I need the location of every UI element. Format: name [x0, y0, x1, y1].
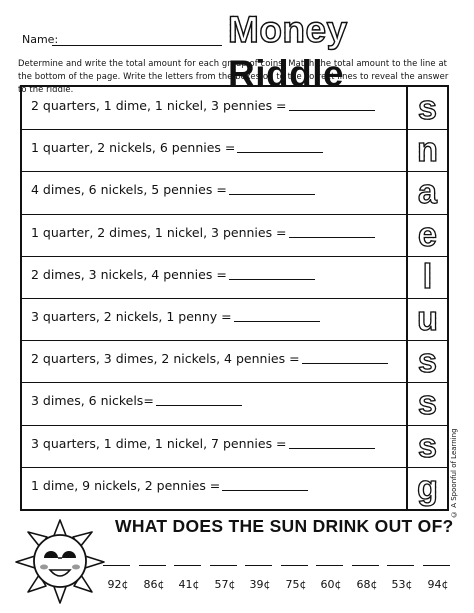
problem-text	[31, 267, 315, 282]
problem-row	[22, 87, 447, 129]
letter-box	[408, 467, 447, 509]
code-letter: g	[417, 469, 438, 507]
answer-line[interactable]	[234, 321, 320, 322]
riddle-question: WHAT DOES THE SUN DRINK OUT OF?	[115, 516, 454, 536]
answer-blank[interactable]	[103, 565, 130, 566]
price-label: 41¢	[178, 578, 200, 591]
code-letter: s	[418, 89, 437, 127]
coin-description: 3 quarters, 1 dime, 1 nickel, 7 pennies =	[31, 436, 287, 451]
answer-line[interactable]	[237, 152, 323, 153]
sun-illustration	[14, 518, 106, 604]
answer-line[interactable]	[289, 237, 375, 238]
code-letter: s	[418, 384, 437, 422]
answer-blanks	[103, 565, 453, 579]
code-letter: u	[417, 300, 438, 338]
problem-text	[31, 351, 388, 366]
answer-line[interactable]	[156, 405, 242, 406]
price-label: 60¢	[320, 578, 342, 591]
letter-box	[408, 171, 447, 213]
price-label: 57¢	[214, 578, 236, 591]
answer-prices	[103, 578, 463, 594]
letter-box	[408, 87, 447, 129]
instructions: Determine and write the total amount for each group of coins. Match the total amount to the line at the bottom of the page. Write the letters from the boxes on to the correct lines to reveal the answer to the riddle.	[18, 58, 449, 94]
problem-row	[22, 171, 447, 213]
price-label: 94¢	[427, 578, 449, 591]
problem-row	[22, 382, 447, 424]
answer-line[interactable]	[289, 448, 375, 449]
coin-description: 1 quarter, 2 dimes, 1 nickel, 3 pennies =	[31, 225, 287, 240]
coin-description: 3 dimes, 6 nickels=	[31, 393, 154, 408]
problem-row	[22, 467, 447, 509]
price-label: 75¢	[285, 578, 307, 591]
problem-text	[31, 478, 308, 493]
price-label: 68¢	[356, 578, 378, 591]
problem-text	[31, 436, 375, 451]
code-letter: l	[422, 258, 433, 296]
problem-text	[31, 309, 320, 324]
price-label: 53¢	[391, 578, 413, 591]
answer-line[interactable]	[222, 490, 308, 491]
answer-blank[interactable]	[387, 565, 414, 566]
problem-text	[31, 98, 375, 113]
problem-row	[22, 129, 447, 171]
coin-description: 1 dime, 9 nickels, 2 pennies =	[31, 478, 221, 493]
problem-text	[31, 393, 242, 408]
answer-blank[interactable]	[245, 565, 272, 566]
answer-blank[interactable]	[316, 565, 343, 566]
answer-blank[interactable]	[210, 565, 237, 566]
answer-line[interactable]	[229, 279, 315, 280]
problem-row	[22, 340, 447, 382]
code-letter: e	[418, 216, 437, 254]
problem-row	[22, 298, 447, 340]
letter-box	[408, 256, 447, 298]
answer-blank[interactable]	[139, 565, 166, 566]
price-label: 92¢	[107, 578, 129, 591]
credit-text: © A Spoonful of Learning	[450, 428, 458, 518]
letter-box	[408, 382, 447, 424]
letter-box	[408, 298, 447, 340]
problem-row	[22, 425, 447, 467]
code-letter: s	[418, 342, 437, 380]
coin-description: 4 dimes, 6 nickels, 5 pennies =	[31, 182, 227, 197]
answer-blank[interactable]	[423, 565, 450, 566]
title-riddle: Riddle	[228, 53, 345, 94]
price-label: 39¢	[249, 578, 271, 591]
problem-table	[20, 85, 449, 511]
problem-row	[22, 214, 447, 256]
letter-box	[408, 340, 447, 382]
answer-blank[interactable]	[281, 565, 308, 566]
answer-blank[interactable]	[174, 565, 201, 566]
code-letter: n	[417, 131, 438, 169]
name-label: Name:	[22, 33, 59, 46]
code-letter: a	[418, 173, 437, 211]
problem-text	[31, 140, 323, 155]
letter-box	[408, 214, 447, 256]
coin-description: 2 quarters, 3 dimes, 2 nickels, 4 pennies =	[31, 351, 300, 366]
price-label: 86¢	[143, 578, 165, 591]
coin-description: 3 quarters, 2 nickels, 1 penny =	[31, 309, 232, 324]
title-money: Money	[228, 9, 348, 50]
answer-line[interactable]	[289, 110, 375, 111]
code-letter: s	[418, 427, 437, 465]
answer-line[interactable]	[302, 363, 388, 364]
coin-description: 1 quarter, 2 nickels, 6 pennies =	[31, 140, 236, 155]
letter-box	[408, 129, 447, 171]
problem-row	[22, 256, 447, 298]
name-line[interactable]	[52, 45, 222, 46]
problem-text	[31, 225, 375, 240]
coin-description: 2 dimes, 3 nickels, 4 pennies =	[31, 267, 227, 282]
answer-line[interactable]	[229, 194, 315, 195]
coin-description: 2 quarters, 1 dime, 1 nickel, 3 pennies =	[31, 98, 287, 113]
problem-text	[31, 182, 315, 197]
answer-blank[interactable]	[352, 565, 379, 566]
letter-box	[408, 425, 447, 467]
